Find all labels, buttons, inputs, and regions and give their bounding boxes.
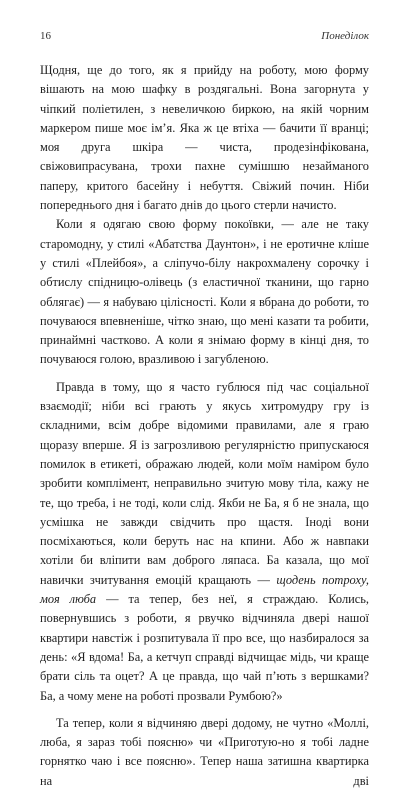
paragraph: Щодня, ще до того, як я прийду на роботу, мою форму вішають на мою шафку в роздягальні. Вона загорнута у чіпкий поліетилен, з невеличкою биркою, на якій чорним маркером пише моє ім’я. Яка ж це втіха — бачити її вранці; моя друга шкіра — чиста, продезінфікована, свіжовипрасувана, трохи пахне сумішшю незайманого паперу, критого басейну і небуття. Свіжий почин. Ніби попереднього дня і багато днів до цього стерли начисто. [40,63,369,213]
page-number: 16 [40,30,51,42]
paragraph: Коли я одягаю свою форму покоївки, — але не таку старомодну, у стилі «Абатства Даунтон», і не еротичне кліше у стилі «Плейбоя», а сліпучо-білу накрохмалену сорочку і обтислу спідницю-олівець (з еластичної тканини, що гарно облягає) — я набуваю цілісності. Коли я вбрана до роботи, то почуваюся впевненіше, чітко знаю, що мені казати та робити, принаймні частково. А коли я знімаю форму в кінці дня, то почуваюся голою, вразливою і загубленою. [40,217,369,367]
paragraph: Та тепер, коли я відчиняю двері додому, не чутно «Моллі, люба, я зараз тобі поясню» чи «Приготую-но я тобі ладне горнятко чаю і все поясню». Тепер наша затишна квартирка на дві [40,715,369,788]
running-head: Понеділок [321,30,369,42]
page-header [40,30,369,46]
paragraph [40,378,369,706]
italic-phrase: щодень потроху, моя люба [40,572,369,607]
paragraph-text: — та тепер, без неї, я страждаю. Колись, повернувшись з роботи, я рвучко відчиняла двері нашої квартири навстіж і розпитувала її про все, що назбиралося за день: «Я вдома! Ба, а кетчуп справді відчищає мідь, чи краще брати сіль та оцет? А це правда, що чай п’ють з вершками? Ба, а чому мене на роботі прозвали Румбою?» [40,592,370,703]
body-text [40,61,369,791]
paragraph-text: Правда в тому, що я часто гублюся під час соціальної взаємодії; ніби всі грають у якусь хитромудру гру із складними, всім добре відомими правилами, але я граю щоразу вперше. Я із загрозливою регулярністю припускаюся помилок в етикеті, ображаю людей, коли моїм наміром було зробити комплімент, неправильно зчитую мову тіла, кажу не те, що треба, і не тоді, коли слід. Якби не Ба, я б не знала, що усмішка не завжди свідчить про щастя. Іноді вони посміхаються, коли беруть нас на кпини. Або ж навпаки хотіли би вліпити вам доброго ляпаса. Ба казала, що мої навички зчитування емоцій кращають — [40,379,369,587]
